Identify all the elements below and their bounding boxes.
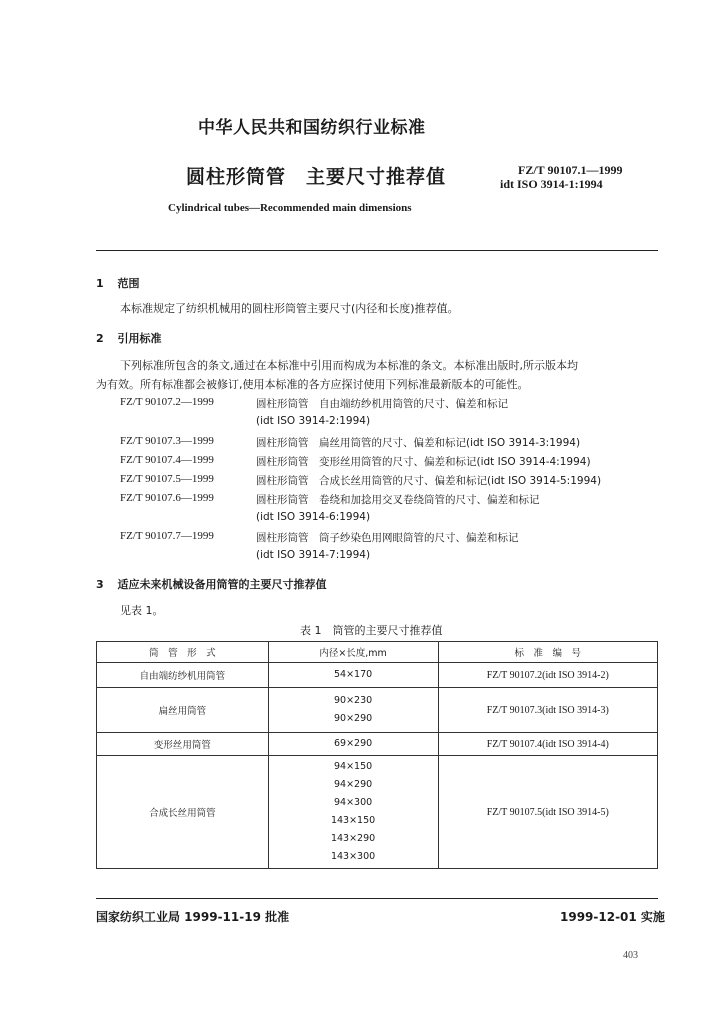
- section-1-number: 1: [96, 277, 104, 290]
- ref-text: 圆柱形筒管 扁丝用筒管的尺寸、偏差和标记(idt ISO 3914-3:1994): [256, 437, 581, 449]
- dim-value: 54×170: [333, 669, 373, 680]
- section-3-heading: [96, 576, 327, 592]
- table-cell-std: FZ/T 90107.4(idt ISO 3914-4): [438, 733, 657, 756]
- ref-code: FZ/T 90107.2—1999: [120, 396, 214, 408]
- section-2-text-line2: 为有效。所有标准都会被修订,使用本标准的各方应探讨使用下列标准最新版本的可能性。: [96, 378, 529, 391]
- section-3-number: 3: [96, 578, 104, 591]
- section-2-heading: [96, 330, 162, 346]
- section-3-title: 适应未来机械设备用筒管的主要尺寸推荐值: [117, 578, 327, 591]
- table-cell-form: 自由端纺纱机用筒管: [97, 663, 269, 688]
- dim-value: 90×230: [333, 695, 373, 706]
- table-header-form: 筒 管 形 式: [97, 642, 269, 663]
- dim-value: 94×150: [333, 761, 373, 772]
- dim-value: 143×150: [330, 815, 376, 826]
- table-header-row: [97, 642, 658, 663]
- section-2-number: 2: [96, 332, 104, 345]
- table-cell-dims: [268, 756, 438, 869]
- standard-category: 中华人民共和国纺织行业标准: [198, 118, 426, 138]
- ref-text: 圆柱形筒管 自由端纺纱机用筒管的尺寸、偏差和标记: [256, 398, 508, 410]
- table-cell-form: 扁丝用筒管: [97, 688, 269, 733]
- dimensions-table: [96, 641, 658, 869]
- dim-value: 94×290: [333, 779, 373, 790]
- table-cell-dims: [268, 733, 438, 756]
- table-cell-form: 变形丝用筒管: [97, 733, 269, 756]
- ref-code: FZ/T 90107.3—1999: [120, 435, 214, 447]
- ref-idt: (idt ISO 3914-7:1994): [256, 549, 371, 561]
- page-number: 403: [623, 950, 638, 961]
- table-cell-std: FZ/T 90107.5(idt ISO 3914-5): [438, 756, 657, 869]
- ref-idt: (idt ISO 3914-2:1994): [256, 415, 371, 427]
- table-cell-dims: [268, 663, 438, 688]
- table-header-dims: 内径×长度,mm: [268, 642, 438, 663]
- table-cell-std: FZ/T 90107.3(idt ISO 3914-3): [438, 688, 657, 733]
- table-row: [97, 663, 658, 688]
- section-1-heading: [96, 275, 140, 291]
- table-cell-std: FZ/T 90107.2(idt ISO 3914-2): [438, 663, 657, 688]
- implementation-date: 1999-12-01 实施: [560, 910, 665, 924]
- ref-code: FZ/T 90107.6—1999: [120, 492, 214, 504]
- ref-idt: (idt ISO 3914-6:1994): [256, 511, 371, 523]
- section-3-text: 见表 1。: [120, 604, 164, 617]
- dim-value: 143×290: [330, 833, 376, 844]
- standard-code: FZ/T 90107.1—1999: [518, 163, 623, 177]
- dim-value: 143×300: [330, 851, 376, 862]
- table-row: [97, 733, 658, 756]
- table-cell-form: 合成长丝用筒管: [97, 756, 269, 869]
- ref-text: 圆柱形筒管 变形丝用筒管的尺寸、偏差和标记(idt ISO 3914-4:1994): [256, 456, 591, 468]
- ref-code: FZ/T 90107.5—1999: [120, 473, 214, 485]
- dim-value: 90×290: [333, 713, 373, 724]
- header-rule: [96, 250, 658, 251]
- footer-rule: [96, 898, 658, 899]
- english-title: Cylindrical tubes—Recommended main dimensions: [168, 202, 412, 214]
- section-2-title: 引用标准: [117, 332, 162, 345]
- section-1-text: 本标准规定了纺织机械用的圆柱形筒管主要尺寸(内径和长度)推荐值。: [120, 302, 459, 315]
- table-cell-dims: [268, 688, 438, 733]
- ref-text: 圆柱形筒管 合成长丝用筒管的尺寸、偏差和标记(idt ISO 3914-5:1994): [256, 475, 602, 487]
- table-row: [97, 688, 658, 733]
- standard-idt: idt ISO 3914-1:1994: [500, 177, 603, 191]
- table-row: [97, 756, 658, 869]
- dim-value: 69×290: [333, 738, 373, 749]
- dim-value: 94×300: [333, 797, 373, 808]
- standard-title: 圆柱形筒管 主要尺寸推荐值: [186, 166, 447, 188]
- ref-code: FZ/T 90107.7—1999: [120, 530, 214, 542]
- section-1-title: 范围: [117, 277, 140, 290]
- ref-text: 圆柱形筒管 筒子纱染色用网眼筒管的尺寸、偏差和标记: [256, 532, 519, 544]
- section-2-text-line1: 下列标准所包含的条文,通过在本标准中引用而构成为本标准的条文。本标准出版时,所示版本均: [120, 359, 578, 372]
- ref-text: 圆柱形筒管 卷绕和加捻用交叉卷绕筒管的尺寸、偏差和标记: [256, 494, 540, 506]
- ref-code: FZ/T 90107.4—1999: [120, 454, 214, 466]
- approval-note: 国家纺织工业局 1999-11-19 批准: [96, 910, 290, 924]
- table-header-std: 标 准 编 号: [438, 642, 657, 663]
- table-title: 表 1 筒管的主要尺寸推荐值: [300, 624, 443, 637]
